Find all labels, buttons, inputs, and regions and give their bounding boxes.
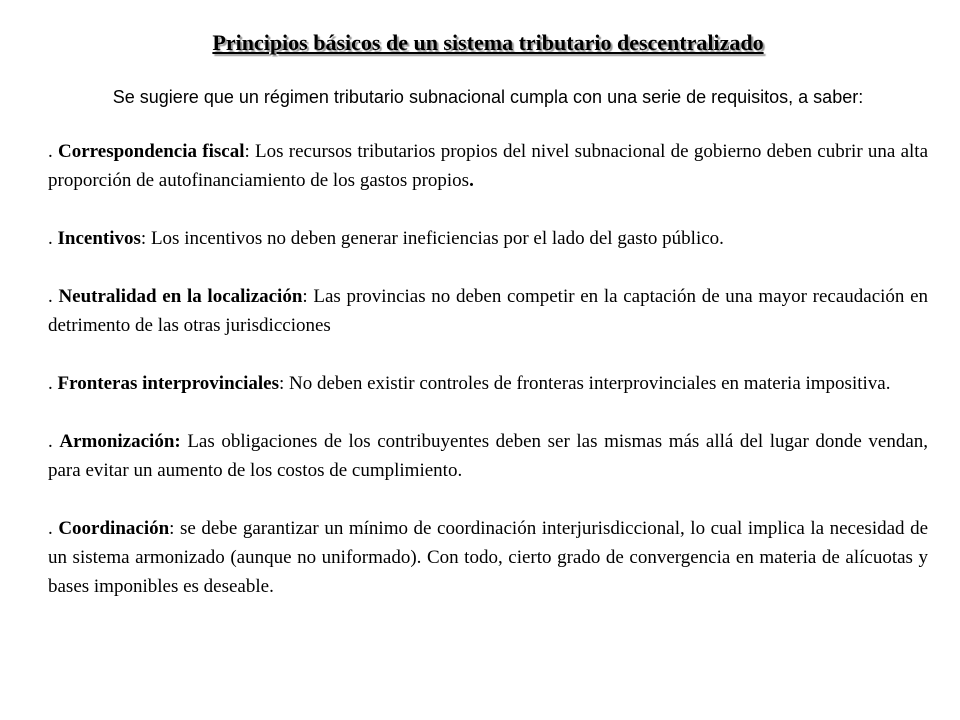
item-bullet: . [48, 431, 60, 453]
item-text: Los incentivos no deben generar ineficiencias por el lado del gasto público. [150, 228, 724, 250]
item-bullet: . [48, 141, 59, 163]
principle-item-coordinacion [48, 514, 928, 601]
item-term: Fronteras interprovinciales [57, 373, 279, 395]
item-end: . [469, 170, 474, 192]
item-term: Neutralidad en la localización [58, 286, 303, 308]
principle-item-neutralidad [48, 282, 928, 340]
intro-paragraph: Se sugiere que un régimen tributario subnacional cumpla con una serie de requisitos, a saber: [112, 87, 864, 108]
item-separator: : [278, 373, 289, 395]
item-text: Los recursos tributarios propios del nivel subnacional de gobierno deben cubrir una alta proporción de autofinanciamiento de los gastos propios [48, 141, 929, 192]
item-separator: : [169, 518, 181, 540]
item-text: se debe garantizar un mínimo de coordinación interjurisdiccional, lo cual implica la necesidad de un sistema armonizado (aunque no uniformado). Con todo, cierto grado de convergencia en materia de alícuotas y bases imponibles es deseable. [48, 518, 929, 598]
item-bullet: . [48, 518, 59, 540]
item-bullet: . [48, 286, 59, 308]
principle-item-fronteras [48, 369, 928, 398]
item-separator: : [302, 286, 314, 308]
slide [48, 30, 928, 601]
principle-item-armonizacion [48, 427, 928, 485]
item-text: No deben existir controles de fronteras interprovinciales en materia impositiva. [289, 373, 891, 395]
item-text: Las provincias no deben competir en la captación de una mayor recaudación en detrimento de las otras jurisdicciones [48, 286, 929, 337]
item-separator: : [140, 228, 151, 250]
item-bullet: . [48, 373, 58, 395]
item-separator: : [244, 141, 256, 163]
principle-item-correspondencia [48, 137, 928, 195]
item-term: Coordinación [58, 518, 170, 540]
item-text: Las obligaciones de los contribuyentes deben ser las mismas más allá del lugar donde vendan, para evitar un aumento de los costos de cumplimiento. [48, 431, 928, 482]
slide-title: Principios básicos de un sistema tributario descentralizado [212, 30, 764, 55]
item-term: Incentivos [57, 228, 141, 250]
principle-item-incentivos [48, 224, 928, 253]
item-bullet: . [48, 228, 58, 250]
item-term: Armonización: [59, 431, 181, 453]
item-term: Correspondencia fiscal [58, 141, 245, 163]
